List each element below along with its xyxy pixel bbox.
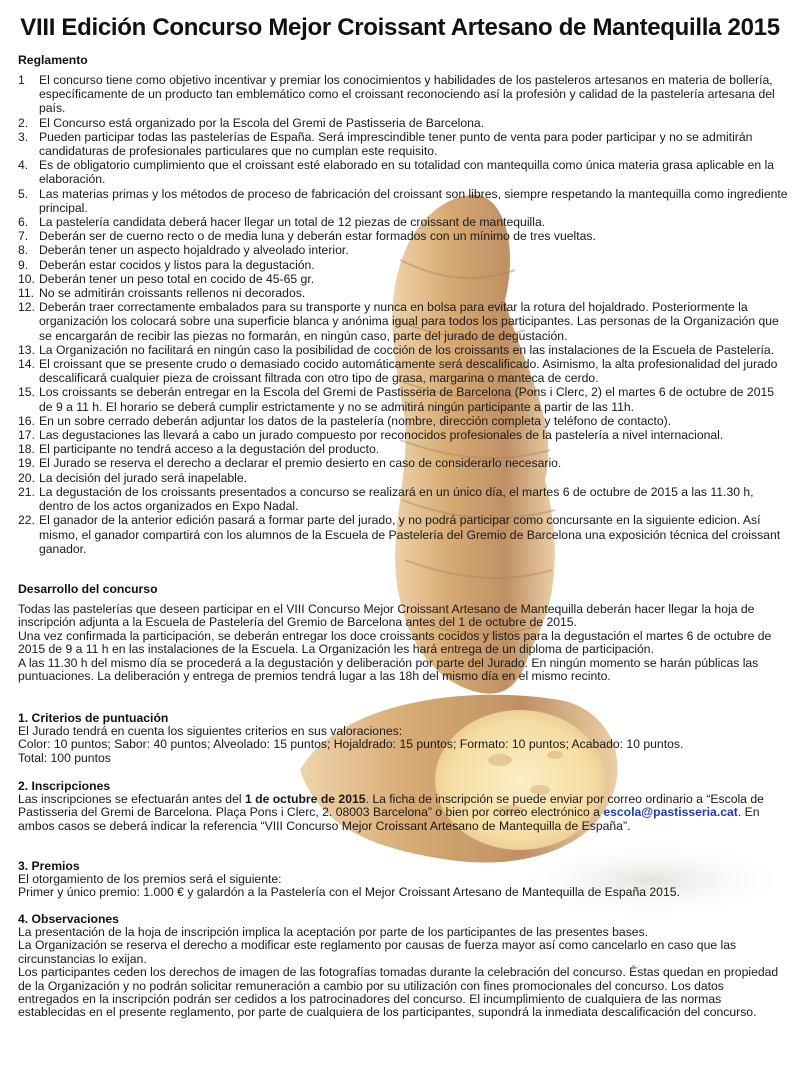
rule-text: Deberán traer correctamente embalados para su transporte y nunca en bolsa para evitar la rotura del hojaldrado. Posteriormente la organización los colocará sobre una superficie blanca y anónima igual para todos los participantes. Las personas de la Organización que se encargarán de recibir las piezas no formarán, en ningún caso, parte del jurado de degustación. xyxy=(39,300,779,343)
rule-number: 8. xyxy=(18,243,29,258)
rule-number: 19. xyxy=(18,456,35,471)
rule-item xyxy=(18,116,788,130)
rule-text: Deberán tener un aspecto hojaldrado y alveolado interior. xyxy=(39,243,349,258)
rule-number: 3. xyxy=(18,129,29,144)
rule-item xyxy=(18,414,788,428)
rule-item xyxy=(18,343,788,357)
rule-item xyxy=(18,485,788,513)
rule-item xyxy=(18,258,788,272)
rule-number: 20. xyxy=(18,470,35,485)
rule-text: Los croissants se deberán entregar en la Escola del Gremi de Pastisseria de Barcelona (Pons i Clerc, 2) el martes 6 de octubre de 2015 de 9 a 11 h. El horario se deberá cumplir estrictamente y no se admitirá ningún participante a partir de las 11h. xyxy=(39,385,775,414)
rule-number: 14. xyxy=(18,357,35,372)
desarrollo-body xyxy=(18,603,788,683)
rule-item xyxy=(18,243,788,257)
document-title: VIII Edición Concurso Mejor Croissant Artesano de Mantequilla 2015 xyxy=(20,14,780,41)
rule-item xyxy=(18,130,788,158)
rule-text: Deberán tener un peso total en cocido de 45-65 gr. xyxy=(39,271,315,286)
rule-text: Deberán ser de cuerno recto o de media luna y deberán estar formados con un mínimo de tres vueltas. xyxy=(39,229,596,244)
rule-text: La pastelería candidata deberá hacer llegar un total de 12 piezas de croissant de mantequilla. xyxy=(39,215,546,230)
rule-item xyxy=(18,385,788,413)
inscripciones-heading: 2. Inscripciones xyxy=(18,779,111,793)
rule-text: La decisión del jurado será inapelable. xyxy=(39,470,248,485)
rule-text: Pueden participar todas las pastelerías de España. Será imprescindible tener punto de venta para poder participar y no se admitirán candidaturas de profesionales particulares que no cumplan este requisito. xyxy=(39,129,753,159)
rule-item xyxy=(18,513,788,556)
desarrollo-paragraph: Una vez confirmada la participación, se deberán entregar los doce croissants cocidos y listos para la degustación el martes 6 de octubre de 2015 de 9 a 11 h en las instalaciones de la Escuela. La Organización les hará entrega de un diploma de participación. xyxy=(18,628,772,657)
rule-item xyxy=(18,229,788,243)
rule-item xyxy=(18,442,788,456)
rule-text: La Organización no facilitará en ningún caso la posibilidad de cocción de los croissants en las instalaciones de la Escuela de Pastelería. xyxy=(39,342,775,357)
rule-number: 15. xyxy=(18,385,35,400)
rule-text: Es de obligatorio cumplimiento que el croissant esté elaborado en su totalidad con mantequilla como única materia grasa aplicable en la elaboración. xyxy=(39,158,775,187)
rule-text: La degustación de los croissants presentados a concurso se realizará en un único día, el martes 6 de octubre de 2015 a las 11.30 h, dentro de los actos organizados en Expo Nadal. xyxy=(39,484,754,514)
criterios-line: Color: 10 puntos; Sabor: 40 puntos; Alveolado: 15 puntos; Hojaldrado: 15 puntos; Formato: 10 puntos; Acabado: 10 puntos. xyxy=(18,737,684,752)
rule-number: 9. xyxy=(18,257,29,272)
premios-body xyxy=(18,873,788,900)
criterios-heading: 1. Criterios de puntuación xyxy=(18,711,169,725)
premios-heading: 3. Premios xyxy=(18,859,80,873)
rule-number: 11. xyxy=(18,286,35,301)
rule-text: El Jurado se reserva el derecho a declarar el premio desierto en caso de considerarlo necesario. xyxy=(39,456,562,471)
rule-number: 18. xyxy=(18,442,35,457)
rule-item xyxy=(18,357,788,385)
rule-number: 4. xyxy=(18,158,29,173)
rule-item xyxy=(18,158,788,186)
rule-text: No se admitirán croissants rellenos ni decorados. xyxy=(39,286,306,301)
desarrollo-heading: Desarrollo del concurso xyxy=(18,582,158,596)
inscripciones-text: . En ambos casos se deberá indicar la referencia “VIII Concurso Mejor Croissant Artesano de Mantequilla de España”. xyxy=(18,805,760,833)
premios-line: El otorgamiento de los premios será el siguiente: xyxy=(18,872,282,886)
inscripciones-text: Las inscripciones se efectuarán antes del xyxy=(18,792,245,806)
observaciones-paragraph: La presentación de la hoja de inscripción implica la aceptación por parte de los participantes de las presentes bases. xyxy=(18,925,649,939)
premios-line: Primer y único premio: 1.000 € y galardón a la Pastelería con el Mejor Croissant Artesano de Mantequilla de España 2015. xyxy=(18,885,680,900)
rule-number: 2. xyxy=(18,115,29,130)
email-link[interactable]: escola@pastisseria.cat xyxy=(603,805,738,820)
rule-item xyxy=(18,187,788,215)
rule-text: Las materias primas y los métodos de proceso de fabricación del croissant son libres, siempre respetando la mantequilla como ingrediente principal. xyxy=(39,186,788,215)
rule-item xyxy=(18,428,788,442)
rule-number: 5. xyxy=(18,186,29,201)
rule-text: El Concurso está organizado por la Escola del Gremi de Pastisseria de Barcelona. xyxy=(39,115,485,130)
criterios-line: Total: 100 puntos xyxy=(18,750,111,765)
inscripciones-deadline: 1 de octubre de 2015 xyxy=(244,792,366,806)
criterios-body xyxy=(18,725,788,765)
rule-item xyxy=(18,300,788,343)
rule-number: 21. xyxy=(18,484,35,499)
desarrollo-paragraph: A las 11.30 h del mismo día se procederá a la degustación y deliberación por parte del Jurado. En ningún momento se harán públicas las puntuaciones. La deliberación y entrega de premios tendrá lugar a las 18h del mismo día en el mismo recinto. xyxy=(18,655,759,684)
rule-number: 12. xyxy=(18,300,35,315)
criterios-line: El Jurado tendrá en cuenta los siguientes criterios en sus valoraciones: xyxy=(18,724,403,738)
rule-item xyxy=(18,272,788,286)
rule-number: 22. xyxy=(18,513,35,528)
reglamento-heading: Reglamento xyxy=(18,53,88,67)
rule-text: Deberán estar cocidos y listos para la degustación. xyxy=(39,257,315,272)
rule-number: 13. xyxy=(18,342,35,357)
rule-number: 6. xyxy=(18,215,29,230)
rule-number: 1 xyxy=(18,73,25,87)
rule-number: 16. xyxy=(18,413,35,428)
rule-text: El concurso tiene como objetivo incentivar y premiar los conocimientos y habilidades de los pasteleros artesanos en materia de bollería, específicamente de un producto tan emblemático como el croissant reconociendo así la profesión y calidad de la pastelería artesana del país. xyxy=(39,73,775,116)
rule-item xyxy=(18,471,788,485)
rule-text: El participante no tendrá acceso a la degustación del producto. xyxy=(39,442,380,457)
observaciones-paragraph: La Organización se reserva el derecho a modificar este reglamento por causas de fuerza mayor así como cancelarlo en caso que las circunstancias lo exijan. xyxy=(18,938,737,966)
rule-item xyxy=(18,215,788,229)
observaciones-heading: 4. Observaciones xyxy=(18,912,119,926)
rule-item xyxy=(18,456,788,470)
rule-number: 10. xyxy=(18,271,35,286)
rule-text: El ganador de la anterior edición pasará a formar parte del jurado, y no podrá participar como concursante en la siguiente edicion. Así mismo, el ganador compartirá con los alumnos de la Escuela de Pastelería del Gremio de Barcelona una exposición técnica del croissant ganador. xyxy=(39,513,781,556)
rule-text: El croissant que se presente crudo o demasiado cocido automáticamente será descalificado. Asimismo, la alta profesionalidad del jurado descalificará cualquier pieza de croissant filtrada con otro tipo de grasa, margarina o manteca de cerdo. xyxy=(39,357,778,386)
rules-list xyxy=(18,73,788,556)
observaciones-paragraph: Los participantes ceden los derechos de imagen de las fotografías tomadas durante la celebración del concurso. Éstas quedan en propiedad de la Organización y no podrán solicitar remuneración a cambio por su utilización con fines promocionales del concurso. Los datos entregados en la inscripción podrán ser cedidos a los patrocinadores del concurso. El incumplimiento de cualquiera de las normas establecidas en el presente reglamento, por parte de cualquiera de los participantes, supondrá la inmediata descalificación del concurso. xyxy=(18,965,779,1020)
rule-text: En un sobre cerrado deberán adjuntar los datos de la pastelería (nombre, dirección completa y teléfono de contacto). xyxy=(39,413,672,428)
desarrollo-paragraph: Todas las pastelerías que deseen participar en el VIII Concurso Mejor Croissant Artesano de Mantequilla deberán hacer llegar la hoja de inscripción adjunta a la Escuela de Pastelería del Gremio de Barcelona antes del 1 de octubre de 2015. xyxy=(18,602,755,630)
rule-text: Las degustaciones las llevará a cabo un jurado compuesto por reconocidos profesionales de la pastelería a nivel internacional. xyxy=(39,428,724,443)
rule-item xyxy=(18,73,788,116)
rule-number: 17. xyxy=(18,428,35,443)
rule-number: 7. xyxy=(18,229,29,244)
inscripciones-body xyxy=(18,793,788,833)
inscripciones-text: . La ficha de inscripción se puede enviar por correo ordinario a “Escola de Pastisseria del Gremi de Barcelona. Plaça Pons i Clerc, 2. 08003 Barcelona” o bien por correo electrónico a xyxy=(18,792,764,820)
rule-item xyxy=(18,286,788,300)
inscripciones-paragraph xyxy=(18,793,788,833)
observaciones-body xyxy=(18,926,788,1020)
